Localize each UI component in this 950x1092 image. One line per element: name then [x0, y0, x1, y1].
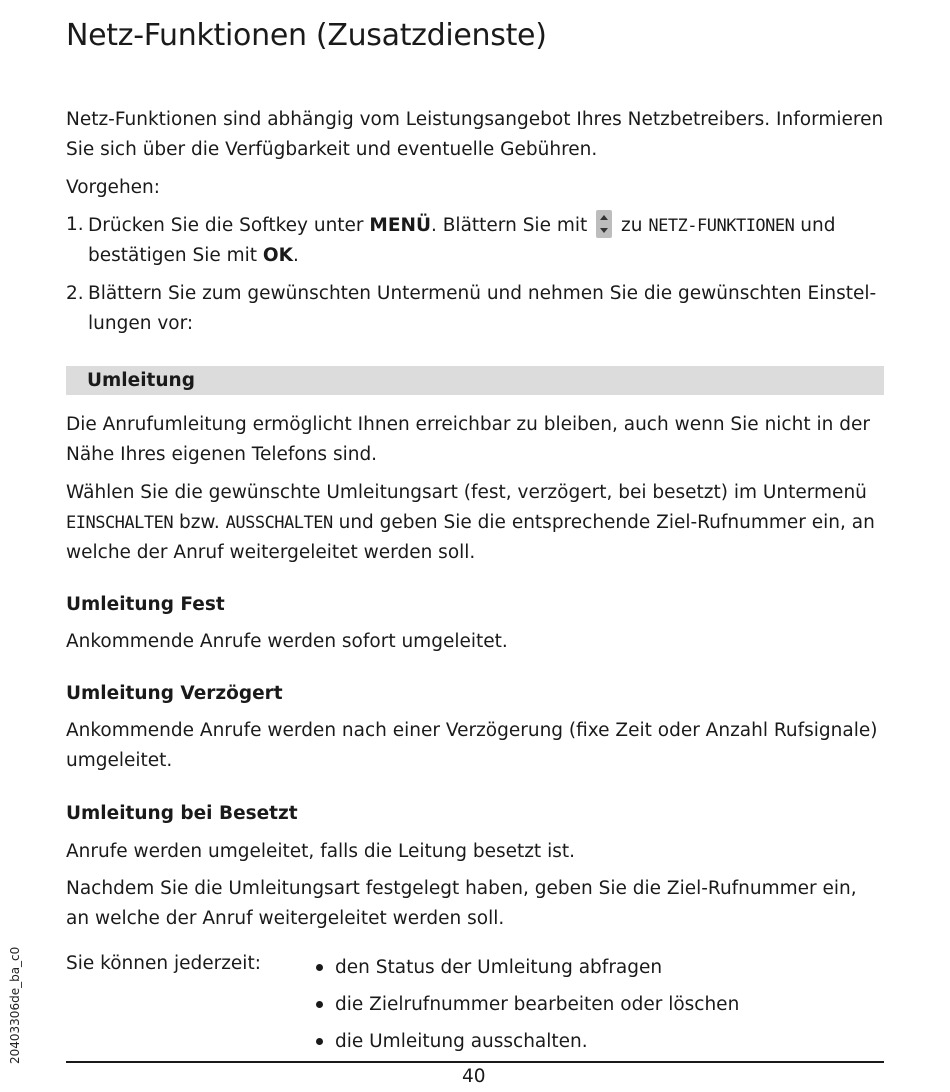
list-item — [314, 949, 739, 986]
ok-key-label: OK — [262, 245, 293, 266]
display-text: EINSCHALTEN — [66, 513, 174, 533]
step-text-segment: Drücken Sie die Softkey unter — [88, 215, 370, 236]
list-item — [314, 1023, 739, 1060]
subsection-heading: Umleitung Verzögert — [66, 683, 283, 704]
paragraph-segment: und geben Sie die entsprechende Ziel-Rufnummer ein, an welche der Anruf weitergeleitet werden soll. — [66, 512, 875, 563]
step-text — [88, 210, 884, 271]
document-code: 20403306de_ba_c0 — [8, 946, 22, 1064]
step-number: 1. — [66, 214, 84, 235]
anytime-list — [314, 949, 739, 1060]
section-title: Umleitung — [87, 370, 195, 391]
softkey-menu-label: MENÜ — [369, 215, 431, 236]
section-paragraph-2 — [66, 478, 884, 568]
bullet-icon — [316, 964, 323, 971]
subsection-text: Ankommende Anrufe werden sofort umgeleitet. — [66, 631, 508, 652]
after-note: Nachdem Sie die Umleitungsart festgelegt haben, geben Sie die Ziel-Rufnummer ein, an welche der Anruf weitergeleitet werden soll. — [66, 878, 857, 929]
section-paragraph-1: Die Anrufumleitung ermöglicht Ihnen erreichbar zu bleiben, auch wenn Sie nicht in der Nähe Ihres eigenen Telefons sind. — [66, 414, 870, 465]
procedure-label: Vorgehen: — [66, 177, 161, 198]
list-item-text: die Zielrufnummer bearbeiten oder löschen — [335, 994, 740, 1015]
subsection-text: Anrufe werden umgeleitet, falls die Leitung besetzt ist. — [66, 841, 575, 862]
page-number: 40 — [462, 1066, 486, 1087]
anytime-label: Sie können jederzeit: — [66, 953, 261, 974]
intro-paragraph: Netz-Funktionen sind abhängig vom Leistungsangebot Ihres Netzbetreibers. Informieren Sie sich über die Verfügbarkeit und eventuelle Gebühren. — [66, 109, 884, 160]
paragraph-segment: bzw. — [173, 512, 226, 533]
subsection-text: Ankommende Anrufe werden nach einer Verzögerung (fixe Zeit oder Anzahl Rufsignale) umgeleitet. — [66, 720, 878, 771]
step-text: Blättern Sie zum gewünschten Untermenü und nehmen Sie die gewünschten Einstellungen vor: — [88, 283, 877, 334]
paragraph-segment: Wählen Sie die gewünschte Umleitungsart (fest, verzögert, bei besetzt) im Untermenü — [66, 482, 867, 503]
step-1 — [66, 210, 884, 271]
subsection-heading: Umleitung bei Besetzt — [66, 803, 298, 824]
list-item-text: den Status der Umleitung abfragen — [335, 957, 663, 978]
page-title: Netz-Funktionen (Zusatzdienste) — [66, 18, 547, 53]
bullet-icon — [316, 1038, 323, 1045]
display-text: AUSSCHALTEN — [225, 513, 333, 533]
footer-divider — [66, 1061, 884, 1063]
display-text: NETZ-FUNKTIONEN — [648, 216, 795, 236]
step-text-segment: und bestätigen Sie mit — [88, 215, 836, 266]
step-text-segment: . Blättern Sie mit — [430, 215, 594, 236]
step-number: 2. — [66, 283, 84, 304]
list-item-text: die Umleitung ausschalten. — [335, 1031, 588, 1052]
step-2 — [66, 279, 884, 339]
arrow-up-icon — [600, 215, 608, 220]
step-text-segment: . — [292, 245, 299, 266]
scroll-key-icon — [596, 210, 612, 238]
section-header — [66, 366, 884, 395]
arrow-down-icon — [600, 228, 608, 233]
bullet-icon — [316, 1001, 323, 1008]
subsection-heading: Umleitung Fest — [66, 594, 225, 615]
list-item — [314, 986, 739, 1023]
step-text-segment: zu — [615, 215, 649, 236]
